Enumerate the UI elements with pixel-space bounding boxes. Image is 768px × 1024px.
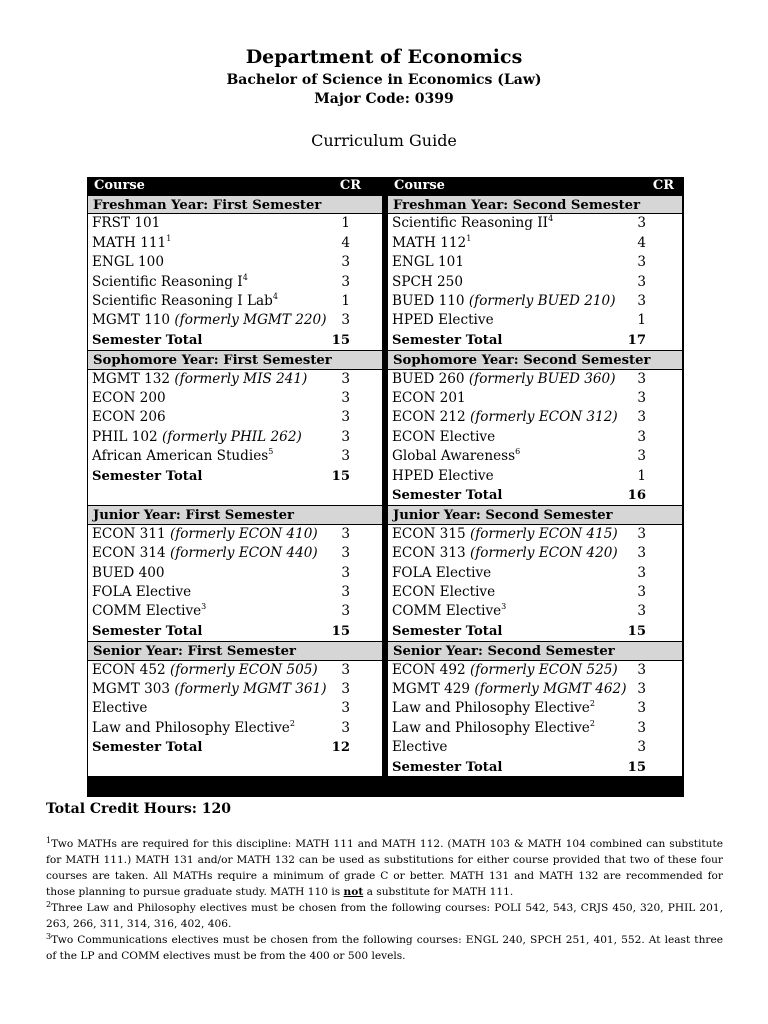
course-name: ECON 311 (formerly ECON 410)	[92, 525, 318, 542]
cr-header: CR	[652, 178, 674, 193]
course-name: ECON 212 (formerly ECON 312)	[392, 409, 618, 426]
footnote-ref: 2	[289, 718, 295, 728]
credit-value: 1	[341, 293, 350, 309]
course-row	[88, 234, 382, 253]
course-name: ECON 315 (formerly ECON 415)	[392, 525, 618, 542]
credit-value: 3	[341, 719, 350, 736]
course-name: Scientific Reasoning $I^4$	[92, 272, 248, 290]
course-name: Semester Total	[392, 623, 503, 639]
credit-value: 3	[341, 525, 350, 542]
course-row	[88, 680, 382, 699]
former-code-note: (formerly ECON 312)	[469, 409, 618, 426]
course-row	[88, 602, 382, 621]
credit-value: 1	[341, 215, 350, 232]
course-name: ECON 492 (formerly ECON 525)	[392, 661, 618, 678]
credit-value: 3	[637, 661, 646, 678]
course-name: Sophomore Year: Second Semester	[393, 353, 651, 369]
course-name: African American Studies$^5$	[92, 447, 274, 465]
footnote-ref: 5	[268, 447, 274, 457]
credit-value: 15	[331, 623, 350, 639]
credit-value: 3	[637, 681, 646, 697]
footnote-marker: 2	[46, 900, 52, 909]
credit-value: 3	[341, 312, 350, 329]
course-row	[388, 428, 682, 447]
course-name: FRST 101	[92, 215, 161, 232]
credit-value: 3	[341, 370, 350, 387]
course-name: ECON 314 (formerly ECON 440)	[92, 545, 318, 562]
course-row	[388, 408, 682, 427]
footnote-text: Two Communications electives must be chosen from the following courses: ENGL 240, SPCH 251, 401, 552. At least three of the LP and COMM electives must be from the 400 or 500 levels.	[46, 934, 723, 962]
footnote-ref: 3	[501, 602, 507, 612]
course-row	[388, 719, 682, 738]
credit-value: 3	[637, 370, 646, 387]
course-row	[388, 253, 682, 272]
course-row	[88, 273, 382, 292]
course-name: Semester Total	[92, 332, 203, 348]
course-name: Law and Philosophy Elective$^2$	[392, 718, 595, 736]
credit-value: 3	[341, 390, 350, 406]
course-name: PHIL 102 (formerly PHIL 262)	[92, 428, 302, 445]
credit-value: 3	[341, 254, 350, 271]
credit-value: 3	[637, 603, 646, 620]
footnote-ref: 1	[466, 233, 472, 243]
footnote-ref: 4	[242, 272, 248, 282]
footnote-ref: 4	[548, 214, 554, 224]
course-row	[388, 699, 682, 718]
footnote-ref: 3	[201, 602, 207, 612]
credit-value: 15	[627, 759, 646, 775]
course-name: Sophomore Year: First Semester	[93, 353, 332, 369]
guide-heading: Curriculum Guide	[311, 131, 457, 150]
credit-value: 3	[637, 719, 646, 736]
course-name: HPED Elective	[392, 467, 494, 484]
course-name: Semester Total	[92, 468, 203, 484]
course-row	[388, 680, 682, 699]
course-header: Course	[94, 178, 145, 193]
semester-header	[388, 641, 682, 660]
course-name: Senior Year: Second Semester	[393, 644, 615, 660]
credit-value: 4	[341, 234, 350, 251]
course-row	[88, 408, 382, 427]
course-name: FOLA Elective	[92, 584, 192, 600]
cr-header: CR	[339, 178, 361, 193]
credit-value: 3	[637, 700, 646, 717]
semester-total-row	[88, 467, 382, 486]
former-code-note: (formerly ECON 415)	[469, 525, 618, 542]
course-row	[388, 292, 682, 311]
course-name: COMM Elective$^3$	[392, 602, 507, 620]
course-row	[388, 544, 682, 563]
course-row	[388, 564, 682, 583]
footnotes	[46, 836, 723, 964]
course-name: MGMT 303 (formerly MGMT 361)	[92, 681, 327, 697]
course-name: ECON 452 (formerly ECON 505)	[92, 661, 318, 678]
former-code-note: (formerly MGMT 220)	[174, 312, 327, 329]
course-name: Semester Total	[92, 740, 203, 756]
credit-value: 15	[627, 623, 646, 639]
credit-value: 3	[637, 564, 646, 581]
course-row	[388, 602, 682, 621]
former-code-note: (formerly ECON 410)	[169, 525, 318, 542]
course-name: Global Awareness$^6$	[392, 447, 521, 465]
course-name: Semester Total	[392, 332, 503, 348]
semester-header	[88, 505, 382, 524]
course-row	[388, 661, 682, 680]
credit-value: 3	[637, 390, 646, 406]
course-row	[88, 214, 382, 233]
course-name: MGMT 429 (formerly MGMT 462)	[392, 681, 627, 697]
footnote-marker: 3	[46, 932, 52, 941]
footnote-ref: 1	[166, 233, 172, 243]
course-row	[88, 699, 382, 718]
course-name: MATH $112^1$	[392, 233, 472, 251]
course-row	[388, 214, 682, 233]
semester-header	[88, 195, 382, 214]
credit-value: 3	[341, 545, 350, 562]
credit-value: 3	[637, 273, 646, 290]
course-name: Semester Total	[392, 759, 503, 775]
course-name: Scientific Reasoning $II^4$	[392, 214, 554, 232]
course-row	[388, 311, 682, 330]
left-semester-column	[88, 195, 382, 776]
course-row	[88, 292, 382, 311]
footnote-ref: 6	[515, 447, 521, 457]
page-title: Department of Economics	[245, 46, 523, 68]
course-row	[88, 370, 382, 389]
course-name: MATH $111^1$	[92, 233, 172, 251]
credit-value: 3	[341, 448, 350, 465]
credit-value: 3	[637, 448, 646, 465]
course-name: BUED 110 (formerly BUED 210)	[392, 293, 616, 309]
former-code-note: (formerly MIS 241)	[174, 370, 308, 387]
course-name: ECON 206	[92, 409, 166, 426]
course-row	[88, 311, 382, 330]
course-row	[88, 544, 382, 563]
footnote-ref: 2	[589, 699, 595, 709]
credit-value: 3	[637, 584, 646, 600]
credit-value: 3	[637, 545, 646, 562]
credit-value: 12	[331, 740, 350, 756]
semester-total-row	[88, 738, 382, 757]
total-credit-hours: Total Credit Hours: 120	[46, 801, 232, 817]
right-semester-column	[388, 195, 682, 776]
course-row	[388, 370, 682, 389]
semester-total-row	[388, 486, 682, 505]
course-name: SPCH 250	[392, 273, 463, 290]
course-row	[388, 389, 682, 408]
semester-header	[388, 195, 682, 214]
credit-value: 15	[331, 332, 350, 348]
course-name: Elective	[92, 700, 148, 717]
left-column-header	[88, 177, 382, 195]
course-name: Semester Total	[392, 488, 503, 503]
former-code-note: (formerly ECON 420)	[469, 545, 618, 562]
former-code-note: (formerly ECON 440)	[169, 545, 318, 562]
footnote-2	[46, 900, 723, 932]
course-name: MGMT 132 (formerly MIS 241)	[92, 370, 308, 387]
former-code-note: (formerly MGMT 462)	[474, 681, 627, 697]
course-name: FOLA Elective	[392, 564, 492, 581]
credit-value: 3	[637, 215, 646, 232]
course-row	[388, 525, 682, 544]
credit-value: 3	[637, 293, 646, 309]
course-row	[388, 738, 682, 757]
course-name: ENGL 100	[92, 254, 164, 271]
footnote-emphasis: not	[343, 886, 364, 898]
credit-value: 3	[341, 603, 350, 620]
footnote-text: Three Law and Philosophy electives must be chosen from the following courses: POLI 542, 543, CRJS 450, 320, PHIL 201, 263, 266, 311, 314, 316, 402, 406.	[46, 902, 723, 930]
credit-value: 4	[637, 234, 646, 251]
program-name: Bachelor of Science in Economics (Law)	[226, 72, 542, 88]
credit-value: 3	[637, 254, 646, 271]
credit-value: 3	[341, 428, 350, 445]
footnote-3	[46, 932, 723, 964]
semester-total-row	[388, 622, 682, 641]
footnote-1	[46, 836, 723, 900]
course-row	[88, 661, 382, 680]
course-row	[88, 253, 382, 272]
course-name: COMM Elective$^3$	[92, 602, 207, 620]
course-name: Junior Year: Second Semester	[393, 508, 613, 524]
course-name: BUED 260 (formerly BUED 360)	[392, 370, 616, 387]
course-row	[388, 467, 682, 486]
course-row	[88, 525, 382, 544]
credit-value: 3	[341, 273, 350, 290]
credit-value: 15	[331, 468, 350, 484]
former-code-note: (formerly ECON 525)	[469, 661, 618, 678]
course-row	[388, 234, 682, 253]
credit-value: 3	[637, 739, 646, 756]
semester-header	[88, 641, 382, 660]
course-name: Law and Philosophy Elective$^2$	[392, 699, 595, 717]
credit-value: 3	[341, 661, 350, 678]
credit-value: 3	[341, 409, 350, 426]
credit-value: 17	[627, 332, 646, 348]
course-row	[88, 428, 382, 447]
course-row	[88, 389, 382, 408]
course-row	[88, 447, 382, 466]
course-header: Course	[394, 178, 445, 193]
former-code-note: (formerly MGMT 361)	[174, 681, 327, 697]
footnote-ref: 4	[272, 292, 278, 301]
course-name: BUED 400	[92, 564, 165, 581]
course-row	[388, 447, 682, 466]
course-name: Law and Philosophy Elective$^2$	[92, 718, 295, 736]
semester-total-row	[388, 331, 682, 350]
credit-value: 3	[637, 525, 646, 542]
former-code-note: (formerly ECON 505)	[169, 661, 318, 678]
course-name: ECON Elective	[392, 584, 496, 600]
course-name: Junior Year: First Semester	[93, 508, 294, 524]
course-name: ECON 201	[392, 390, 466, 406]
right-column-header	[388, 177, 682, 195]
former-code-note: (formerly BUED 210)	[468, 293, 616, 309]
credit-value: 3	[341, 700, 350, 717]
course-name: ENGL 101	[392, 254, 464, 271]
semester-total-row	[388, 758, 682, 777]
course-row	[88, 564, 382, 583]
course-name: Elective	[392, 739, 448, 756]
footnote-text: a substitute for MATH 111.	[363, 886, 514, 898]
credit-value: 1	[637, 312, 646, 329]
footnote-text: Two MATHs are required for this discipline: MATH 111 and MATH 112. (MATH 103 & MATH 104 combined can substitute for MATH 111.) MATH 131 and/or MATH 132 can be used as substitutions for either course provided that two of these four courses are taken. All MATHs require a minimum of grade C or better. MATH 131 and MATH 132 are recommended for those planning to pursue graduate study. MATH 110 is	[46, 838, 723, 898]
course-row	[388, 273, 682, 292]
course-name: ECON 313 (formerly ECON 420)	[392, 545, 618, 562]
semester-total-row	[88, 331, 382, 350]
semester-header	[388, 505, 682, 524]
course-name: Semester Total	[92, 623, 203, 639]
course-row	[388, 583, 682, 602]
course-name: Freshman Year: First Semester	[93, 198, 322, 213]
major-code: Major Code: 0399	[314, 91, 454, 107]
course-name: Senior Year: First Semester	[93, 644, 296, 660]
curriculum-table	[87, 177, 684, 797]
footnote-marker: 1	[46, 836, 52, 845]
semester-total-row	[88, 622, 382, 641]
credit-value: 3	[341, 564, 350, 581]
course-name: Freshman Year: Second Semester	[393, 198, 641, 213]
course-row	[88, 583, 382, 602]
former-code-note: (formerly BUED 360)	[468, 370, 616, 387]
course-name: MGMT 110 (formerly MGMT 220)	[92, 312, 327, 329]
credit-value: 3	[637, 428, 646, 445]
semester-header	[88, 350, 382, 369]
semester-header	[388, 350, 682, 369]
course-name: HPED Elective	[392, 312, 494, 329]
course-name: ECON 200	[92, 390, 166, 406]
blank-row	[88, 486, 382, 505]
course-name: ECON Elective	[392, 428, 496, 445]
credit-value: 3	[341, 681, 350, 697]
course-row	[88, 719, 382, 738]
credit-value: 3	[341, 584, 350, 600]
credit-value: 3	[637, 409, 646, 426]
course-name: Scientific Reasoning I Lab$^4$	[92, 292, 278, 309]
former-code-note: (formerly PHIL 262)	[162, 428, 302, 445]
credit-value: 16	[627, 488, 646, 503]
footnote-ref: 2	[589, 718, 595, 728]
credit-value: 1	[637, 467, 646, 484]
